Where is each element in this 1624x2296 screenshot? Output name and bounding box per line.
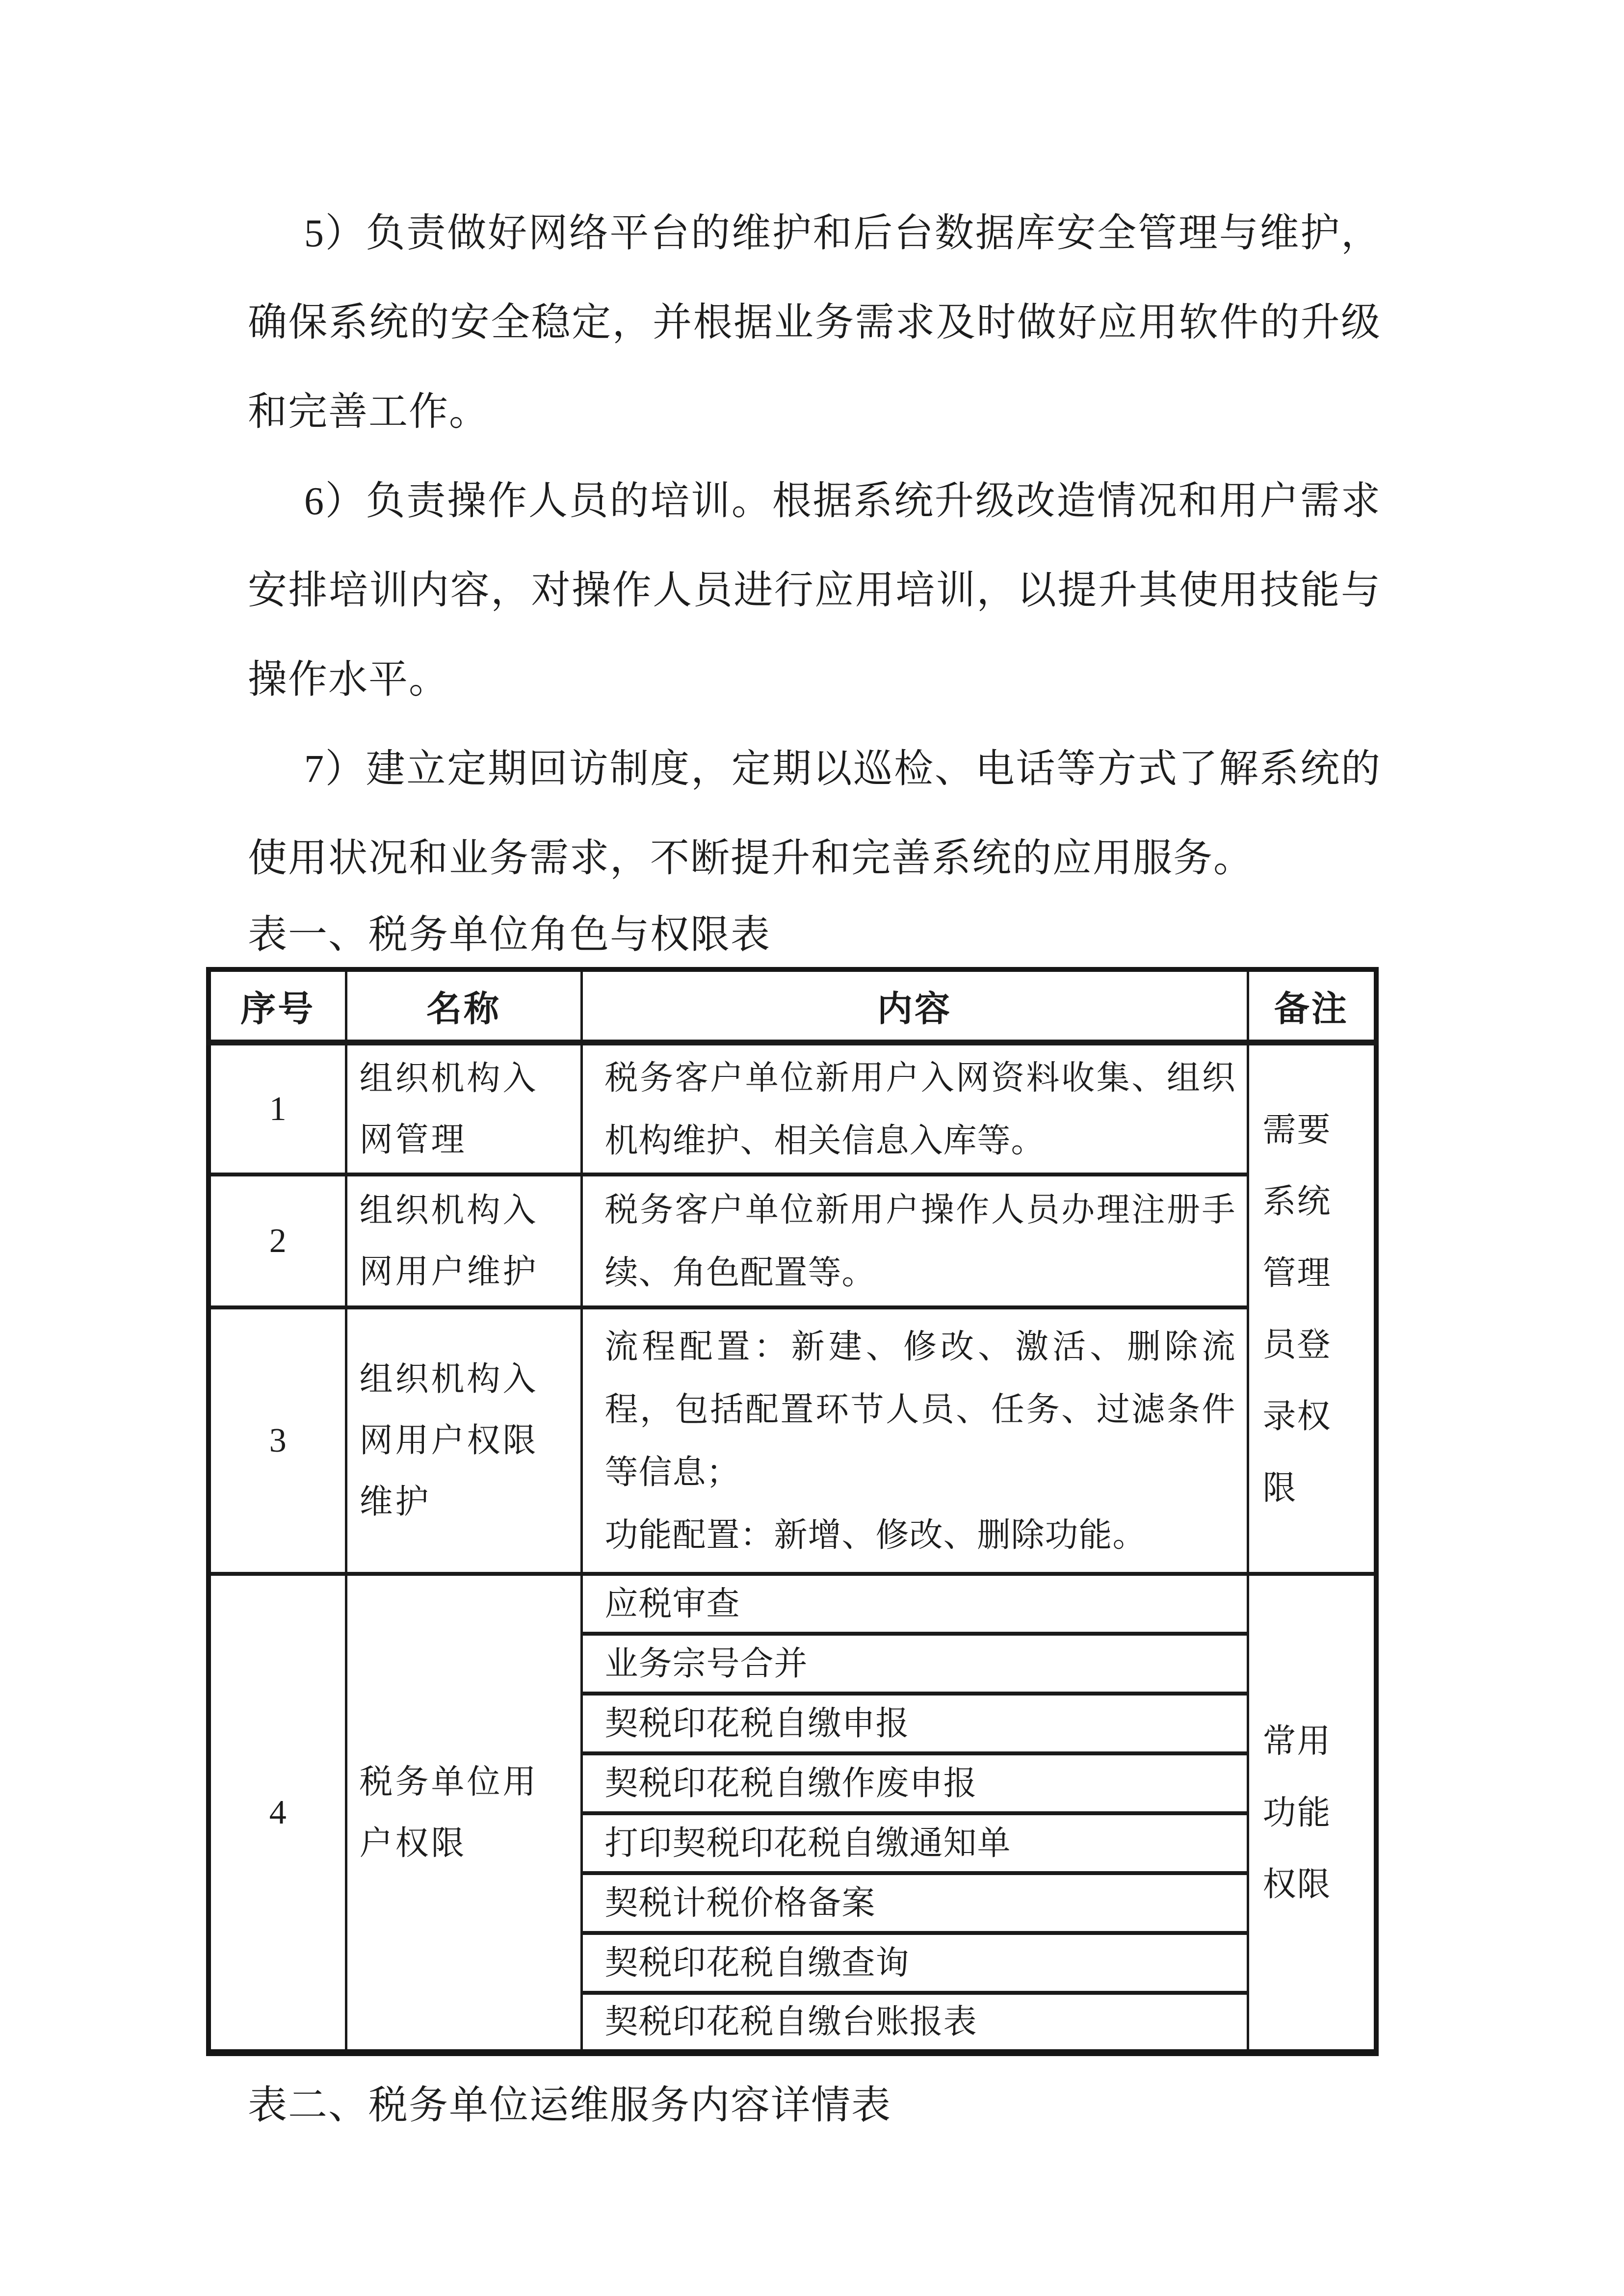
row4-subitem-6: 契税计税价格备案 <box>581 1873 1248 1933</box>
row3-content-line1: 流程配置：新建、修改、激活、删除流程，包括配置环节人员、任务、过滤条件等信息； <box>604 1328 1236 1491</box>
table-row <box>209 1307 1376 1574</box>
row2-name: 组织机构入网用户维护 <box>346 1174 581 1307</box>
table-header-row <box>209 969 1376 1043</box>
header-cell-content: 内容 <box>581 969 1248 1043</box>
paragraph-item-5: 5）负责做好网络平台的维护和后台数据库安全管理与维护，确保系统的安全稳定，并根据业务需求及时做好应用软件的升级和完善工作。 <box>248 212 1381 434</box>
paragraph-item-7: 7）建立定期回访制度，定期以巡检、电话等方式了解系统的使用状况和业务需求，不断提升和完善系统的应用服务。 <box>248 748 1381 880</box>
row4-subitem-4: 契税印花税自缴作废申报 <box>581 1753 1248 1813</box>
row4-subitem-7: 契税印花税自缴查询 <box>581 1933 1248 1993</box>
row4-subitem-2: 业务宗号合并 <box>581 1634 1248 1694</box>
row1-no: 1 <box>209 1043 346 1174</box>
row2-content: 税务客户单位新用户操作人员办理注册手续、角色配置等。 <box>581 1174 1248 1307</box>
row4-subitem-8: 契税印花税自缴台账报表 <box>581 1993 1248 2053</box>
row3-content-line2: 功能配置：新增、修改、删除功能。 <box>604 1516 1147 1554</box>
header-cell-name: 名称 <box>346 969 581 1043</box>
row4-name: 税务单位用户权限 <box>346 1574 581 2053</box>
header-cell-no: 序号 <box>209 969 346 1043</box>
row1-content: 税务客户单位新用户入网资料收集、组织机构维护、相关信息入库等。 <box>581 1043 1248 1174</box>
remark-rows-1-3: 需要系统管理员登录权限 <box>1248 1043 1376 1574</box>
row3-no: 3 <box>209 1307 346 1574</box>
table-row <box>209 1574 1376 1634</box>
row2-no: 2 <box>209 1174 346 1307</box>
row3-content <box>581 1307 1248 1574</box>
table-row <box>209 1043 1376 1174</box>
row4-subitem-5: 打印契税印花税自缴通知单 <box>581 1813 1248 1873</box>
table1-title: 表一、税务单位角色与权限表 <box>248 913 771 957</box>
row4-no: 4 <box>209 1574 346 2053</box>
paragraph-item-6: 6）负责操作人员的培训。根据系统升级改造情况和用户需求安排培训内容，对操作人员进行应用培训，以提升其使用技能与操作水平。 <box>248 480 1381 702</box>
header-cell-remark: 备注 <box>1248 969 1376 1043</box>
row4-subitem-1: 应税审查 <box>581 1574 1248 1634</box>
row1-name: 组织机构入网管理 <box>346 1043 581 1174</box>
remark-row-4: 常用功能权限 <box>1248 1574 1376 2053</box>
table2-title: 表二、税务单位运维服务内容详情表 <box>248 2084 891 2127</box>
row3-name: 组织机构入网用户权限维护 <box>346 1307 581 1574</box>
table-row <box>209 1174 1376 1307</box>
roles-permissions-table <box>206 967 1379 2056</box>
row4-subitem-3: 契税印花税自缴申报 <box>581 1694 1248 1753</box>
